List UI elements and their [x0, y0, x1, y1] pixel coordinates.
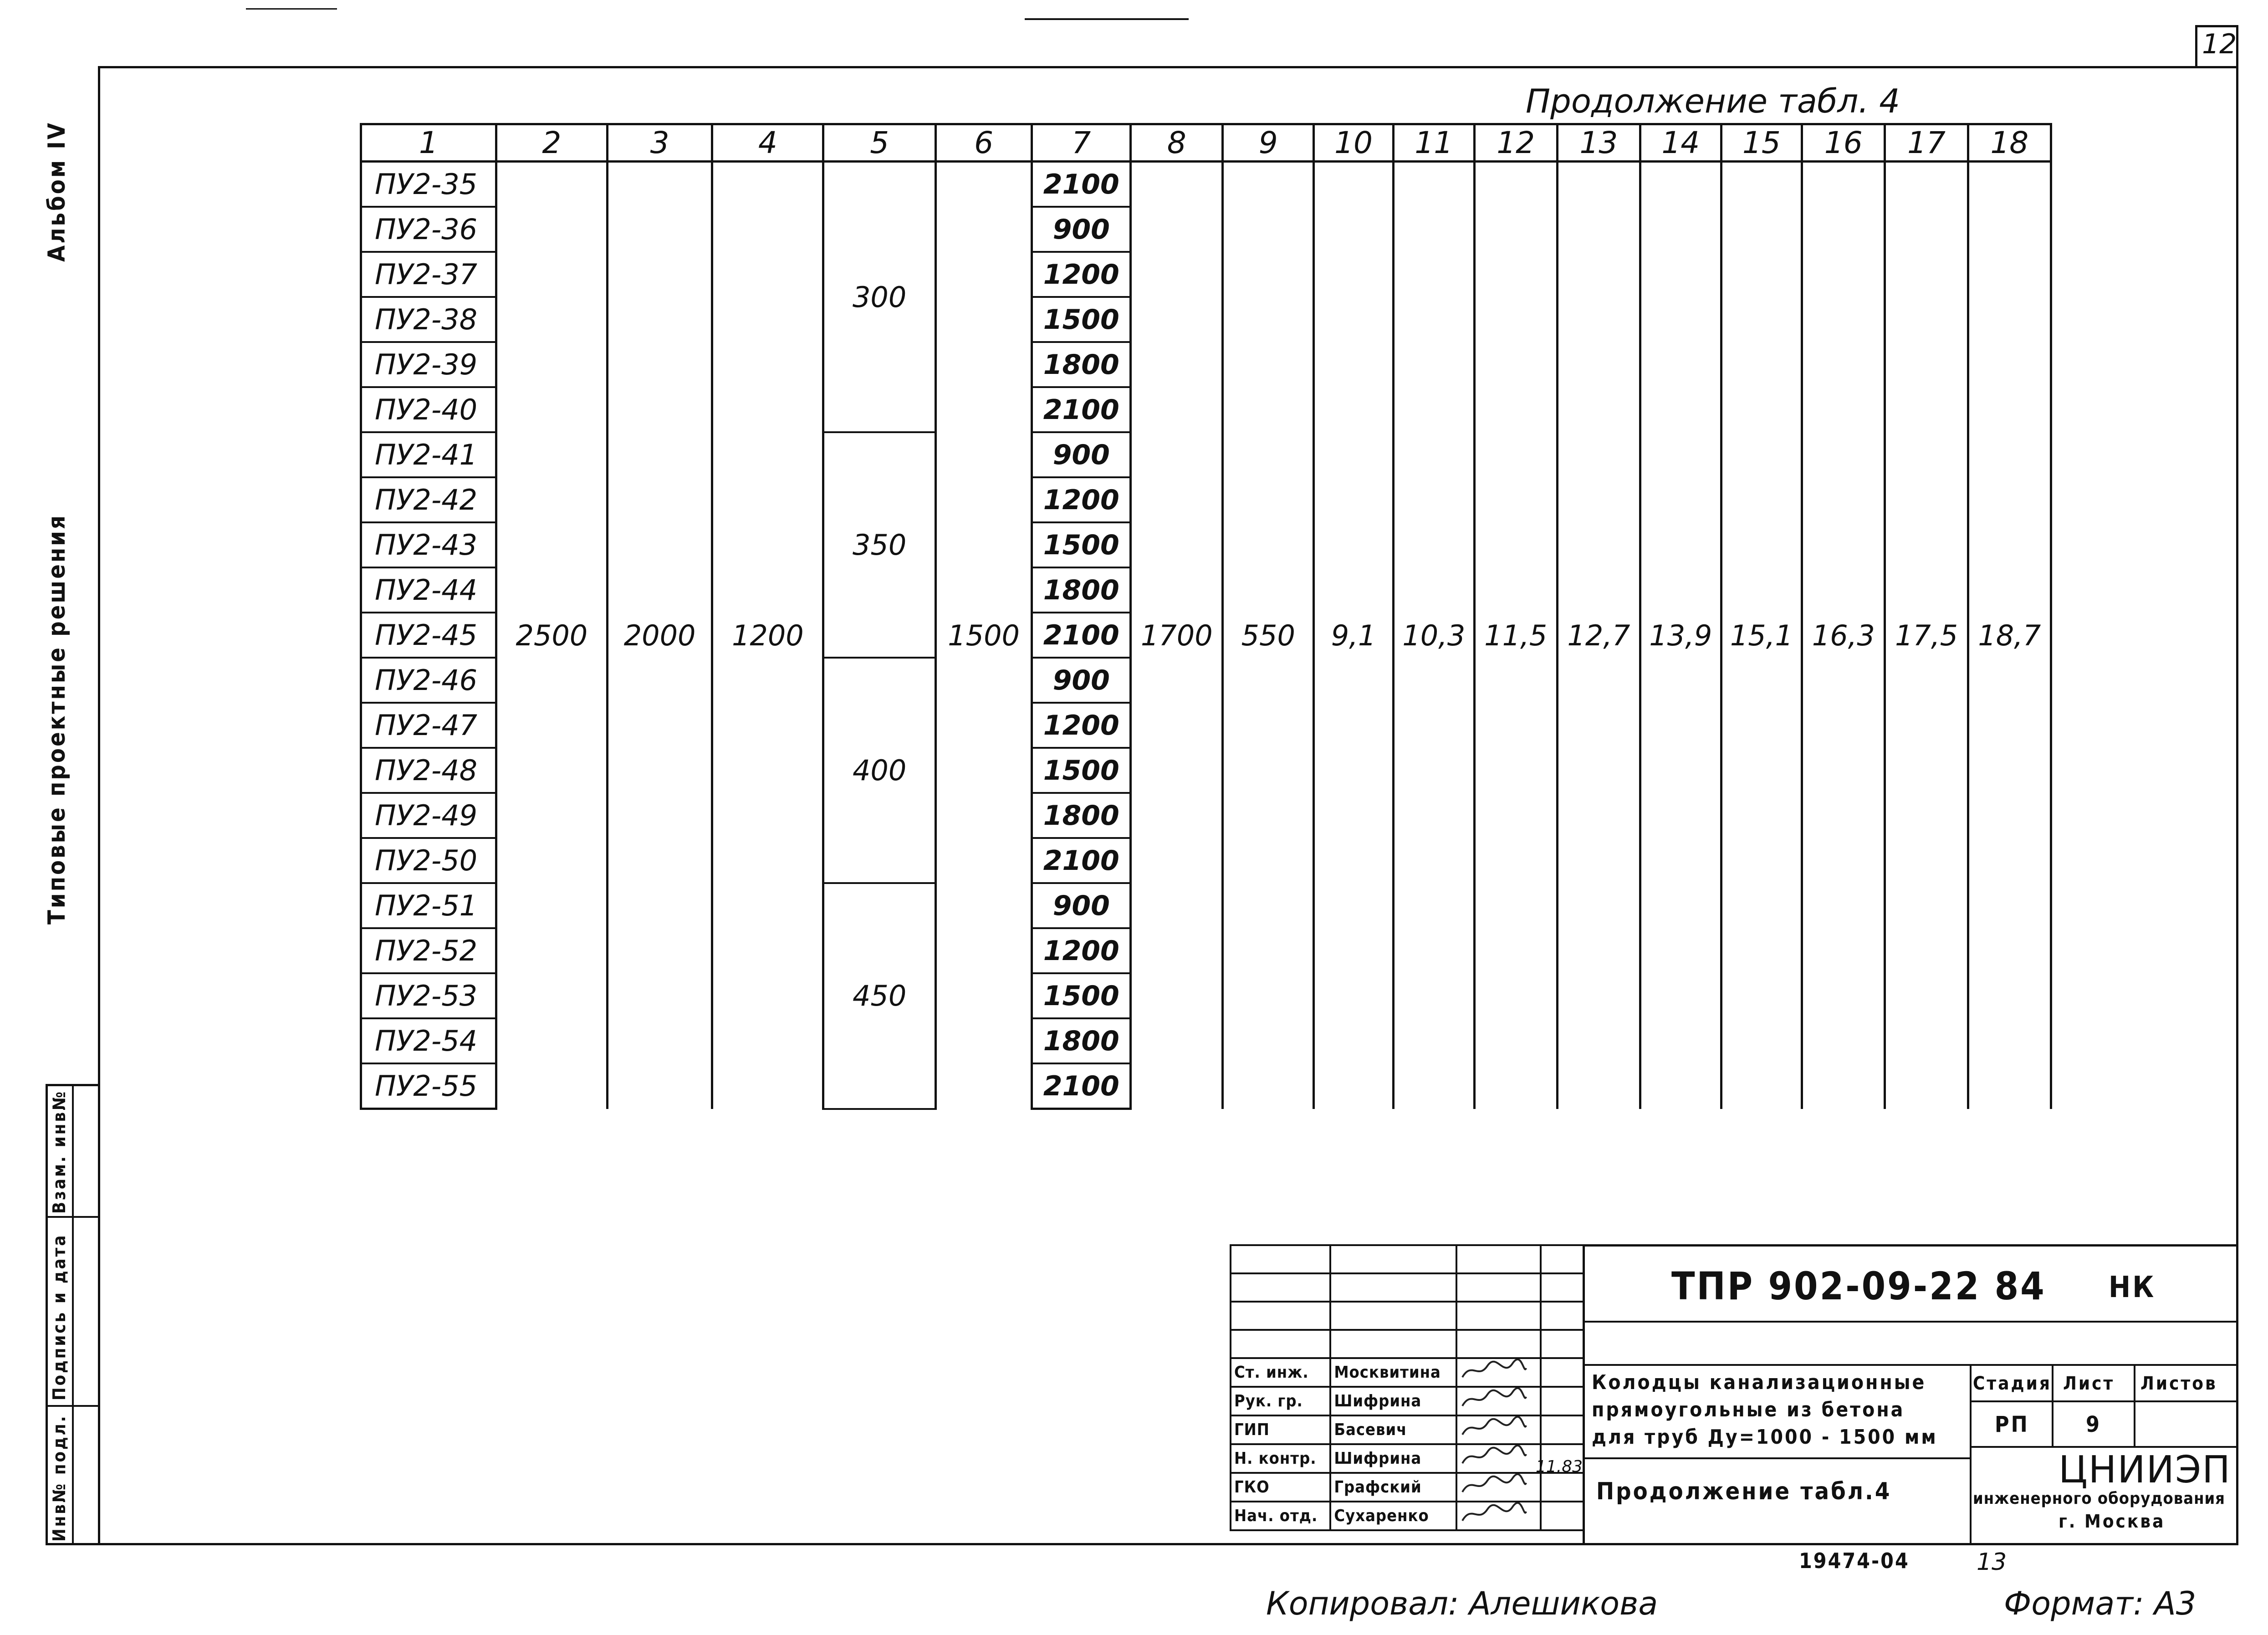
- cell-col7: 900: [1032, 207, 1131, 252]
- column-header-8: 8: [1131, 124, 1223, 162]
- cell-col10: 9,1: [1314, 162, 1394, 1109]
- title-divider: [1970, 1364, 1972, 1545]
- sheets-label: Листов: [2140, 1373, 2217, 1394]
- signature-blank-cell: [1231, 1302, 1330, 1330]
- cell-mark: ПУ2-43: [361, 522, 496, 567]
- signature-blank-cell: [1541, 1245, 1584, 1273]
- cell-mark: ПУ2-42: [361, 477, 496, 522]
- signature-name: Шифрина: [1330, 1387, 1456, 1415]
- cell-col13: 12,7: [1557, 162, 1640, 1109]
- signature-role: Н. контр.: [1231, 1444, 1330, 1473]
- signature-mark: [1456, 1473, 1541, 1502]
- signature-blank-cell: [1456, 1273, 1541, 1302]
- cell-col5-group: 450: [823, 883, 935, 1109]
- cell-mark: ПУ2-46: [361, 658, 496, 703]
- signature-blank-cell: [1456, 1245, 1541, 1273]
- cell-mark: ПУ2-39: [361, 342, 496, 387]
- cell-mark: ПУ2-53: [361, 973, 496, 1018]
- cell-col15: 15,1: [1721, 162, 1802, 1109]
- signature-blank-cell: [1541, 1273, 1584, 1302]
- signature-date: [1541, 1387, 1584, 1415]
- cell-col14: 13,9: [1640, 162, 1721, 1109]
- column-header-18: 18: [1968, 124, 2051, 162]
- scan-mark: [1025, 18, 1189, 20]
- cell-mark: ПУ2-54: [361, 1018, 496, 1063]
- side-stamp-divider: [46, 1216, 100, 1218]
- stage-grid-line: [1970, 1446, 2238, 1448]
- signature-row: [1231, 1358, 1584, 1387]
- cell-col7: 900: [1032, 658, 1131, 703]
- cell-col5-group: 400: [823, 658, 935, 883]
- signature-blank-row: [1231, 1302, 1584, 1330]
- cell-mark: ПУ2-49: [361, 793, 496, 838]
- cell-col2: 2500: [496, 162, 607, 1109]
- signature-name: Графский: [1330, 1473, 1456, 1502]
- approval-date: 11.83: [1536, 1457, 1583, 1476]
- side-stamp-label-replace: Взам. инв№: [49, 1089, 69, 1214]
- archive-number: 19474-04: [1799, 1548, 1910, 1573]
- cell-mark: ПУ2-36: [361, 207, 496, 252]
- signature-date: [1541, 1502, 1584, 1530]
- cell-mark: ПУ2-45: [361, 613, 496, 658]
- column-header-11: 11: [1394, 124, 1475, 162]
- column-header-6: 6: [935, 124, 1032, 162]
- signature-blank-cell: [1330, 1245, 1456, 1273]
- signature-blank-cell: [1231, 1330, 1330, 1358]
- signature-mark: [1456, 1415, 1541, 1444]
- signature-row: [1231, 1387, 1584, 1415]
- side-stamp-label-inv: Инв№ подл.: [49, 1414, 69, 1542]
- title-divider: [1583, 1321, 2238, 1323]
- signature-role: Ст. инж.: [1231, 1358, 1330, 1387]
- stage-label: Стадия: [1973, 1373, 2052, 1394]
- signature-blank-cell: [1456, 1330, 1541, 1358]
- cell-col7: 1200: [1032, 928, 1131, 973]
- table-caption: Продолжение табл. 4: [1526, 82, 1900, 120]
- cell-col16: 16,3: [1802, 162, 1885, 1109]
- signature-mark: [1456, 1502, 1541, 1530]
- column-header-13: 13: [1557, 124, 1640, 162]
- column-header-4: 4: [712, 124, 823, 162]
- signature-blank-cell: [1456, 1302, 1541, 1330]
- cell-mark: ПУ2-52: [361, 928, 496, 973]
- stage-value: РП: [1995, 1412, 2029, 1437]
- cell-mark: ПУ2-40: [361, 387, 496, 432]
- column-header-9: 9: [1223, 124, 1314, 162]
- title-divider: [1583, 1364, 2238, 1366]
- side-stamp-divider: [72, 1084, 74, 1545]
- series-label: Типовые проектные решения: [43, 513, 71, 925]
- cell-mark: ПУ2-41: [361, 432, 496, 477]
- cell-mark: ПУ2-48: [361, 748, 496, 793]
- object-title-line-2: прямоугольные из бетона: [1592, 1398, 1905, 1421]
- column-header-10: 10: [1314, 124, 1394, 162]
- archive-page: 13: [1977, 1548, 2007, 1576]
- cell-col7: 1500: [1032, 748, 1131, 793]
- cell-col7: 1800: [1032, 567, 1131, 613]
- handwritten-signature-icon: [1460, 1502, 1528, 1525]
- cell-col7: 900: [1032, 883, 1131, 928]
- cell-col7: 2100: [1032, 1063, 1131, 1109]
- cell-mark: ПУ2-50: [361, 838, 496, 883]
- cell-col7: 1500: [1032, 973, 1131, 1018]
- cell-mark: ПУ2-55: [361, 1063, 496, 1109]
- signature-mark: [1456, 1387, 1541, 1415]
- cell-col18: 18,7: [1968, 162, 2051, 1109]
- signature-blank-row: [1231, 1273, 1584, 1302]
- cell-col11: 10,3: [1394, 162, 1475, 1109]
- org-subtitle: инженерного оборудования: [1973, 1489, 2225, 1508]
- cell-col7: 1800: [1032, 342, 1131, 387]
- signature-row: [1231, 1415, 1584, 1444]
- signature-block: [1230, 1244, 1585, 1531]
- cell-mark: ПУ2-47: [361, 703, 496, 748]
- cell-col7: 2100: [1032, 838, 1131, 883]
- side-stamp-divider: [46, 1405, 100, 1407]
- cell-col3: 2000: [607, 162, 712, 1109]
- column-header-1: 1: [361, 124, 496, 162]
- cell-col7: 1200: [1032, 477, 1131, 522]
- signature-blank-cell: [1330, 1302, 1456, 1330]
- signature-name: Шифрина: [1330, 1444, 1456, 1473]
- signature-name: Сухаренко: [1330, 1502, 1456, 1530]
- signature-blank-cell: [1541, 1302, 1584, 1330]
- cell-col7: 1200: [1032, 703, 1131, 748]
- sheet-label: Лист: [2063, 1373, 2115, 1394]
- section-code: НК: [2109, 1271, 2156, 1304]
- sheet-title: Продолжение табл.4: [1596, 1478, 1892, 1505]
- cell-col7: 1800: [1032, 1018, 1131, 1063]
- cell-col8: 1700: [1131, 162, 1223, 1109]
- handwritten-signature-icon: [1460, 1388, 1528, 1410]
- cell-mark: ПУ2-51: [361, 883, 496, 928]
- cell-col7: 1500: [1032, 522, 1131, 567]
- signature-blank-cell: [1231, 1245, 1330, 1273]
- cell-mark: ПУ2-37: [361, 252, 496, 297]
- column-header-17: 17: [1885, 124, 1968, 162]
- signature-name: Басевич: [1330, 1415, 1456, 1444]
- column-header-15: 15: [1721, 124, 1802, 162]
- signature-row: [1231, 1502, 1584, 1530]
- signature-blank-cell: [1231, 1273, 1330, 1302]
- signature-mark: [1456, 1444, 1541, 1473]
- signature-row: [1231, 1473, 1584, 1502]
- signature-blank-cell: [1541, 1330, 1584, 1358]
- handwritten-signature-icon: [1460, 1416, 1528, 1439]
- cell-col7: 900: [1032, 432, 1131, 477]
- signature-role: Рук. гр.: [1231, 1387, 1330, 1415]
- data-table: [360, 123, 2052, 1110]
- cell-col9: 550: [1223, 162, 1314, 1109]
- cell-col7: 2100: [1032, 613, 1131, 658]
- signature-blank-cell: [1330, 1330, 1456, 1358]
- stage-grid-line: [2134, 1364, 2135, 1446]
- cell-mark: ПУ2-35: [361, 162, 496, 207]
- album-label: Альбом IV: [43, 121, 71, 262]
- cell-col7: 1800: [1032, 793, 1131, 838]
- column-header-14: 14: [1640, 124, 1721, 162]
- cell-col7: 1500: [1032, 297, 1131, 342]
- cell-col17: 17,5: [1885, 162, 1968, 1109]
- sheet-value: 9: [2086, 1412, 2102, 1437]
- cell-col7: 1200: [1032, 252, 1131, 297]
- column-header-7: 7: [1032, 124, 1131, 162]
- signature-date: [1541, 1415, 1584, 1444]
- cell-col6: 1500: [935, 162, 1032, 1109]
- signature-name: Москвитина: [1330, 1358, 1456, 1387]
- sheet-number: 12: [2202, 28, 2237, 60]
- cell-col7: 2100: [1032, 387, 1131, 432]
- signature-mark: [1456, 1358, 1541, 1387]
- org-name: ЦНИИЭП: [2059, 1448, 2231, 1492]
- doc-code: ТПР 902-09-22 84: [1671, 1264, 2046, 1308]
- side-stamp-label-sign: Подпись и дата: [49, 1233, 69, 1400]
- signature-row: [1231, 1444, 1584, 1473]
- header-row: [361, 124, 2051, 162]
- cell-col5-group: 300: [823, 162, 935, 433]
- table-row: [361, 162, 2051, 207]
- cell-col4: 1200: [712, 162, 823, 1109]
- cell-mark: ПУ2-44: [361, 567, 496, 613]
- stage-grid-line: [1970, 1400, 2238, 1402]
- signature-date: [1541, 1473, 1584, 1502]
- sheet-format: Формат: А3: [2004, 1585, 2196, 1622]
- signature-role: Нач. отд.: [1231, 1502, 1330, 1530]
- scan-mark: [246, 8, 337, 10]
- cell-col5-group: 350: [823, 432, 935, 658]
- object-title-line-3: для труб Ду=1000 - 1500 мм: [1592, 1426, 1938, 1449]
- cell-mark: ПУ2-38: [361, 297, 496, 342]
- column-header-3: 3: [607, 124, 712, 162]
- title-divider: [1583, 1457, 1970, 1459]
- signature-role: ГКО: [1231, 1473, 1330, 1502]
- column-header-12: 12: [1474, 124, 1557, 162]
- handwritten-signature-icon: [1460, 1359, 1528, 1382]
- column-header-2: 2: [496, 124, 607, 162]
- org-city: г. Москва: [2059, 1511, 2166, 1532]
- object-title-line-1: Колодцы канализационные: [1592, 1371, 1926, 1394]
- signature-blank-cell: [1330, 1273, 1456, 1302]
- signature-blank-row: [1231, 1330, 1584, 1358]
- handwritten-signature-icon: [1460, 1474, 1528, 1497]
- handwritten-signature-icon: [1460, 1445, 1528, 1468]
- signature-date: [1541, 1358, 1584, 1387]
- column-header-16: 16: [1802, 124, 1885, 162]
- stage-grid-line: [2052, 1364, 2053, 1446]
- cell-col7: 2100: [1032, 162, 1131, 207]
- signature-blank-row: [1231, 1245, 1584, 1273]
- cell-col12: 11,5: [1474, 162, 1557, 1109]
- column-header-5: 5: [823, 124, 935, 162]
- copied-by: Копировал: Алешикова: [1266, 1585, 1658, 1622]
- signature-role: ГИП: [1231, 1415, 1330, 1444]
